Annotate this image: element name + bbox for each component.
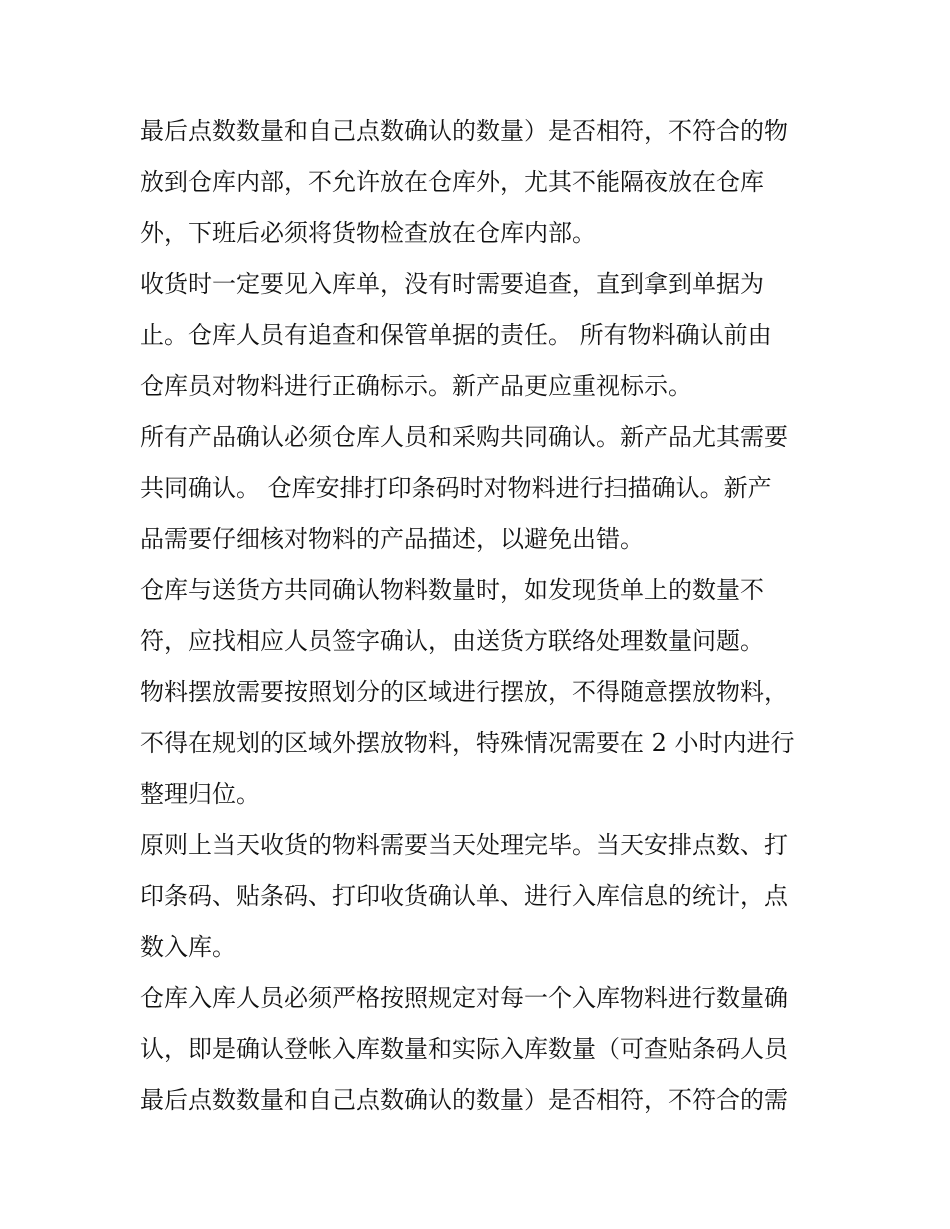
text-line: 物料摆放需要按照划分的区域进行摆放，不得随意摆放物料， — [140, 678, 788, 706]
text-line: 原则上当天收货的物料需要当天处理完毕。当天安排点数、打 — [140, 831, 788, 859]
text-line: 符，应找相应人员签字确认，由送货方联络处理数量问题。 — [140, 627, 764, 655]
text-line: 止。仓库人员有追查和保管单据的责任。 所有物料确认前由 — [140, 321, 772, 349]
text-line: 共同确认。 仓库安排打印条码时对物料进行扫描确认。新产 — [140, 474, 772, 502]
text-line: 外，下班后必须将货物检查放在仓库内部。 — [140, 219, 596, 247]
text-line: 整理归位。 — [140, 780, 260, 808]
text-line: 印条码、贴条码、打印收货确认单、进行入库信息的统计，点 — [140, 882, 788, 910]
text-line: 仓库入库人员必须严格按照规定对每一个入库物料进行数量确 — [140, 984, 788, 1012]
text-line: 所有产品确认必须仓库人员和采购共同确认。新产品尤其需要 — [140, 423, 788, 451]
document-page — [140, 106, 830, 1126]
text-line: 仓库员对物料进行正确标示。新产品更应重视标示。 — [140, 372, 692, 400]
text-line: 认，即是确认登帐入库数量和实际入库数量（可查贴条码人员 — [140, 1035, 788, 1063]
text-line: 最后点数数量和自己点数确认的数量）是否相符，不符合的物 — [140, 117, 788, 145]
text-line: 仓库与送货方共同确认物料数量时，如发现货单上的数量不 — [140, 576, 764, 604]
text-line: 品需要仔细核对物料的产品描述，以避免出错。 — [140, 525, 644, 553]
text-line: 收货时一定要见入库单，没有时需要追查，直到拿到单据为 — [140, 270, 764, 298]
text-line: 放到仓库内部，不允许放在仓库外，尤其不能隔夜放在仓库 — [140, 168, 764, 196]
text-line: 最后点数数量和自己点数确认的数量）是否相符，不符合的需 — [140, 1086, 788, 1114]
text-line: 数入库。 — [140, 933, 236, 961]
text-line: 不得在规划的区域外摆放物料，特殊情况需要在 2 小时内进行 — [140, 729, 795, 757]
